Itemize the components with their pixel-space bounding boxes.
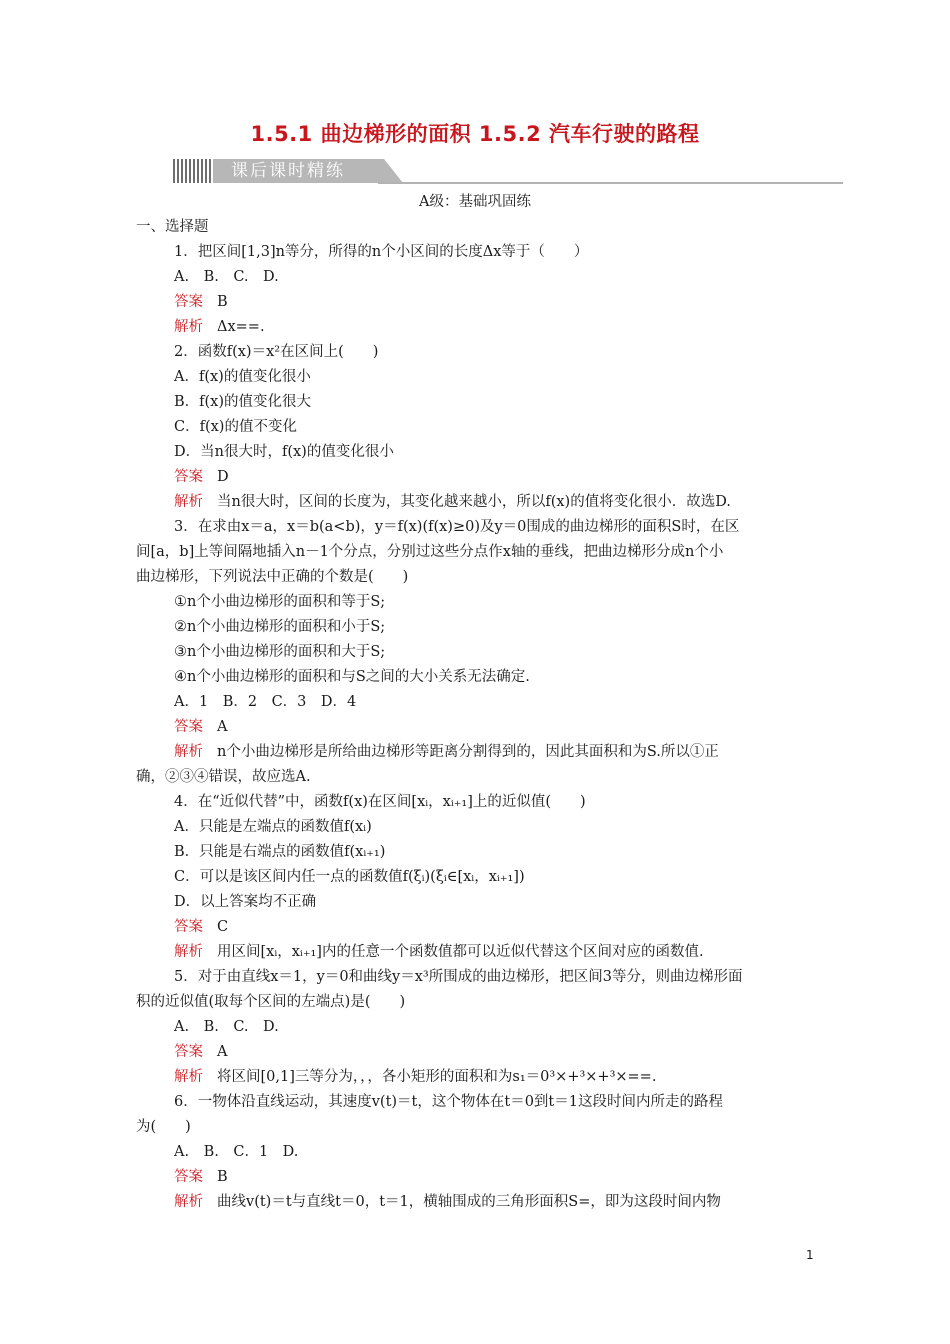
answer-label: 答案 xyxy=(174,469,203,485)
answer-label: 答案 xyxy=(174,1169,203,1185)
page-title: 1.5.1 曲边梯形的面积 1.5.2 汽车行驶的路程 xyxy=(250,122,700,146)
question-3-options: A．1 B．2 C．3 D．4 xyxy=(174,694,357,710)
analysis-6 xyxy=(174,1191,854,1213)
question-3-line-2: 间[a，b]上等间隔地插入n－1个分点，分别过这些分点作x轴的垂线，把曲边梯形分成n个小 xyxy=(136,544,724,560)
question-5-options: A. B. C. D. xyxy=(174,1019,279,1035)
analysis-label: 解析 xyxy=(174,1069,203,1085)
question-1-options: A. B. C. D. xyxy=(174,269,279,285)
answer-2 xyxy=(174,466,854,488)
answer-4 xyxy=(174,916,854,938)
question-6-line-2: 为( ) xyxy=(136,1119,191,1135)
analysis-5 xyxy=(174,1066,854,1088)
answer-text: B xyxy=(217,294,228,310)
analysis-label: 解析 xyxy=(174,944,203,960)
question-4-option-c: C．可以是该区间内任一点的函数值f(ξᵢ)(ξᵢ∈[xᵢ，xᵢ₊₁]) xyxy=(174,869,525,885)
question-2: 2．函数f(x)＝x²在区间上( ) xyxy=(174,344,379,360)
answer-label: 答案 xyxy=(174,919,203,935)
banner-rule xyxy=(378,182,843,184)
question-5-line-2: 积的近似值(取每个区间的左端点)是( ) xyxy=(136,994,406,1010)
banner-text: 课后课时精练 xyxy=(231,161,345,181)
level-heading: A级：基础巩固练 xyxy=(419,194,531,210)
analysis-label: 解析 xyxy=(174,319,203,335)
analysis-label: 解析 xyxy=(174,1194,203,1210)
answer-text: A xyxy=(217,1044,228,1060)
analysis-text: Δx==. xyxy=(217,319,265,335)
analysis-3-line-1 xyxy=(174,741,854,763)
analysis-1 xyxy=(174,316,854,338)
question-2-option-b: B．f(x)的值变化很大 xyxy=(174,394,312,410)
question-5-line-1: 5．对于由直线x＝1，y＝0和曲线y＝x³所围成的曲边梯形，把区间3等分，则曲边梯形面 xyxy=(174,969,743,985)
question-3-line-3: 曲边梯形，下列说法中正确的个数是( ) xyxy=(136,569,409,585)
answer-text: D xyxy=(217,469,229,485)
question-3-statement-4: ④n个小曲边梯形的面积和与S之间的大小关系无法确定. xyxy=(174,669,530,685)
section-banner xyxy=(173,156,843,186)
answer-text: C xyxy=(217,919,229,935)
analysis-label: 解析 xyxy=(174,494,203,510)
answer-label: 答案 xyxy=(174,1044,203,1060)
answer-label: 答案 xyxy=(174,294,203,310)
question-1: 1．把区间[1,3]n等分，所得的n个小区间的长度Δx等于（ ） xyxy=(174,244,589,260)
question-3-statement-3: ③n个小曲边梯形的面积和大于S; xyxy=(174,644,386,660)
analysis-3-line-2: 确，②③④错误，故应选A. xyxy=(136,769,311,785)
question-4-option-b: B．只能是右端点的函数值f(xᵢ₊₁) xyxy=(174,844,386,860)
analysis-text: 将区间[0,1]三等分为，，，各小矩形的面积和为s₁＝0³×+³×+³×==. xyxy=(217,1069,657,1085)
answer-label: 答案 xyxy=(174,719,203,735)
question-2-option-a: A．f(x)的值变化很小 xyxy=(174,369,311,385)
question-3-statement-2: ②n个小曲边梯形的面积和小于S; xyxy=(174,619,386,635)
question-3-line-1: 3．在求由x＝a，x＝b(a<b)，y＝f(x)(f(x)≥0)及y＝0围成的曲边梯形的面积S时，在区 xyxy=(174,519,740,535)
analysis-text: n个小曲边梯形是所给曲边梯形等距离分割得到的，因此其面积和为S.所以①正 xyxy=(217,744,719,760)
question-4-option-a: A．只能是左端点的函数值f(xᵢ) xyxy=(174,819,372,835)
section-heading: 一、选择题 xyxy=(136,219,209,235)
question-6-line-1: 6．一物体沿直线运动，其速度v(t)＝t，这个物体在t＝0到t＝1这段时间内所走的路程 xyxy=(174,1094,723,1110)
question-2-option-d: D．当n很大时，f(x)的值变化很小 xyxy=(174,444,394,460)
answer-6 xyxy=(174,1166,854,1188)
answer-text: B xyxy=(217,1169,228,1185)
banner-stripes xyxy=(173,159,215,183)
answer-3 xyxy=(174,716,854,738)
analysis-text: 曲线v(t)＝t与直线t＝0，t＝1，横轴围成的三角形面积S=，即为这段时间内物 xyxy=(217,1194,721,1210)
question-4: 4．在“近似代替”中，函数f(x)在区间[xᵢ，xᵢ₊₁]上的近似值( ) xyxy=(174,794,586,810)
question-6-options: A. B. C．1 D. xyxy=(174,1144,299,1160)
analysis-text: 用区间[xᵢ，xᵢ₊₁]内的任意一个函数值都可以近似代替这个区间对应的函数值. xyxy=(217,944,704,960)
answer-5 xyxy=(174,1041,854,1063)
analysis-4 xyxy=(174,941,854,963)
answer-text: A xyxy=(217,719,228,735)
question-3-statement-1: ①n个小曲边梯形的面积和等于S; xyxy=(174,594,386,610)
analysis-label: 解析 xyxy=(174,744,203,760)
analysis-text: 当n很大时，区间的长度为，其变化越来越小，所以f(x)的值将变化很小．故选D. xyxy=(217,494,731,510)
analysis-2 xyxy=(174,491,854,513)
answer-1 xyxy=(174,291,854,313)
page-number: 1 xyxy=(806,1248,814,1262)
question-2-option-c: C．f(x)的值不变化 xyxy=(174,419,297,435)
question-4-option-d: D．以上答案均不正确 xyxy=(174,894,317,910)
